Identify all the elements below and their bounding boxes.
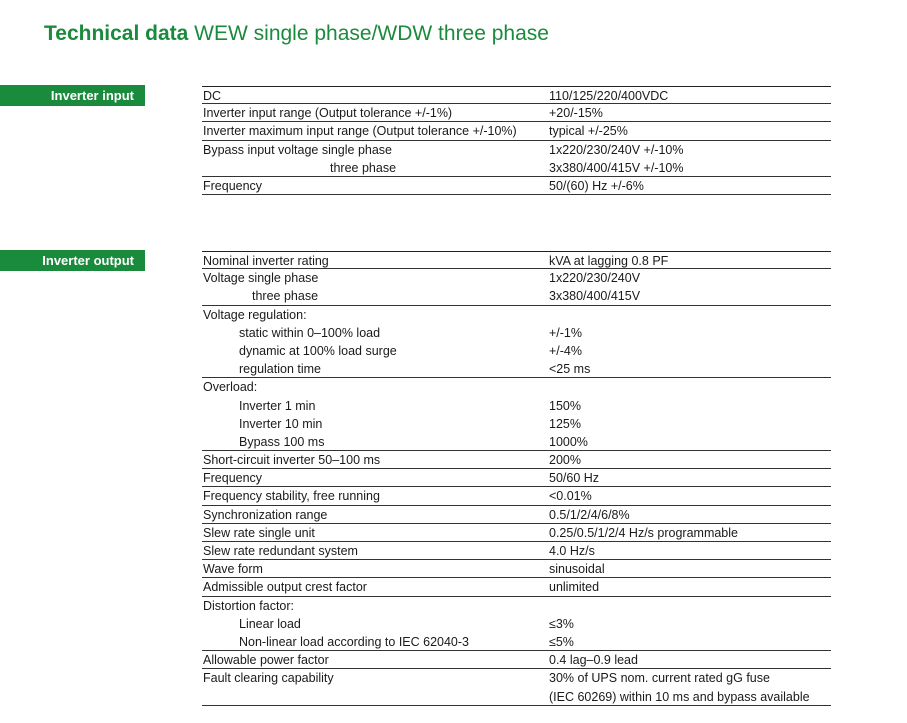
row-value: sinusoidal [549, 562, 605, 577]
row-value: unlimited [549, 580, 600, 595]
table-row [202, 86, 831, 104]
table-row [202, 306, 831, 324]
table-row [202, 251, 831, 269]
row-label: Inverter maximum input range (Output tolerance +/-10%) [203, 124, 517, 139]
row-value: kVA at lagging 0.8 PF [549, 254, 669, 268]
row-value: 4.0 Hz/s [549, 544, 595, 558]
row-label: Inverter 1 min [239, 398, 316, 413]
table-row [202, 560, 831, 578]
row-value: +/-4% [549, 343, 583, 358]
row-label: Distortion factor: [203, 598, 295, 613]
page-title [44, 22, 549, 46]
row-label: Voltage single phase [203, 271, 319, 286]
row-label: Inverter 10 min [239, 416, 323, 431]
table-row [202, 177, 831, 195]
row-label: Bypass input voltage single phase [203, 142, 393, 157]
row-value: 0.5/1/2/4/6/8% [549, 507, 630, 522]
row-value: 30% of UPS nom. current rated gG fuse [549, 671, 770, 686]
row-label: Synchronization range [203, 507, 328, 522]
row-label: Inverter input range (Output tolerance +/-1%) [203, 106, 453, 121]
row-label: Overload: [203, 380, 258, 395]
section-tag-inverter-input: Inverter input [0, 85, 145, 106]
row-value: ≤5% [549, 634, 574, 649]
row-value: 1x220/230/240V [549, 271, 641, 286]
row-label: dynamic at 100% load surge [239, 343, 397, 358]
table-row [202, 487, 831, 505]
row-value: 3x380/400/415V +/-10% [549, 160, 684, 175]
row-label: Frequency [203, 471, 263, 486]
row-value: 50/(60) Hz +/-6% [549, 178, 644, 193]
table-row [202, 378, 831, 396]
row-value: ≤3% [549, 616, 574, 631]
row-value: <25 ms [549, 362, 591, 377]
table-row [202, 342, 831, 360]
table-row [202, 397, 831, 415]
inverter-input-table [202, 86, 831, 195]
table-row [202, 633, 831, 651]
row-label: Fault clearing capability [203, 671, 334, 686]
table-row [202, 415, 831, 433]
row-label: three phase [252, 289, 319, 304]
row-label: DC [203, 89, 222, 103]
row-label: Frequency stability, free running [203, 489, 380, 504]
row-value: 50/60 Hz [549, 471, 600, 486]
table-row [202, 597, 831, 615]
table-row [202, 360, 831, 378]
row-label: Nominal inverter rating [203, 254, 329, 268]
table-row [202, 269, 831, 287]
row-label: Short-circuit inverter 50–100 ms [203, 453, 381, 468]
row-value: 0.25/0.5/1/2/4 Hz/s programmable [549, 525, 738, 540]
row-label: Frequency [203, 178, 263, 193]
table-row [202, 669, 831, 687]
row-label: Slew rate single unit [203, 525, 315, 540]
table-row [202, 287, 831, 305]
row-value: 110/125/220/400VDC [549, 89, 669, 103]
row-label: Slew rate redundant system [203, 544, 358, 558]
title-subtitle: WEW single phase/WDW three phase [194, 22, 549, 45]
row-label: Allowable power factor [203, 653, 329, 668]
table-row [202, 433, 831, 451]
table-row [202, 688, 831, 706]
row-value: +20/-15% [549, 106, 603, 121]
section-tag-inverter-output: Inverter output [0, 250, 145, 271]
row-label: Voltage regulation: [203, 307, 307, 322]
row-value: 1x220/230/240V +/-10% [549, 142, 684, 157]
row-value: +/-1% [549, 325, 583, 340]
row-value: 125% [549, 416, 581, 431]
row-value: 200% [549, 453, 581, 468]
table-row [202, 141, 831, 159]
table-row [202, 651, 831, 669]
inverter-output-table [202, 251, 831, 706]
table-row [202, 615, 831, 633]
table-row [202, 578, 831, 596]
table-row [202, 104, 831, 122]
table-row [202, 469, 831, 487]
table-row [202, 506, 831, 524]
row-value: 0.4 lag–0.9 lead [549, 653, 638, 668]
table-row [202, 451, 831, 469]
table-row [202, 122, 831, 140]
row-label: Admissible output crest factor [203, 580, 367, 595]
row-label: Non-linear load according to IEC 62040-3 [239, 634, 469, 649]
row-value: 150% [549, 398, 581, 413]
table-row [202, 324, 831, 342]
row-label: Wave form [203, 562, 263, 577]
row-value: 1000% [549, 434, 588, 449]
row-label: Bypass 100 ms [239, 434, 325, 449]
row-value: (IEC 60269) within 10 ms and bypass available [549, 689, 810, 704]
table-row [202, 524, 831, 542]
row-value: 3x380/400/415V [549, 289, 641, 304]
row-label: static within 0–100% load [239, 325, 381, 340]
row-value: typical +/-25% [549, 124, 628, 139]
table-row [202, 159, 831, 177]
row-label: three phase [330, 160, 397, 175]
row-label: Linear load [239, 616, 301, 631]
title-bold: Technical data [44, 22, 189, 45]
row-value: <0.01% [549, 489, 592, 504]
row-label: regulation time [239, 362, 321, 377]
table-row [202, 542, 831, 560]
